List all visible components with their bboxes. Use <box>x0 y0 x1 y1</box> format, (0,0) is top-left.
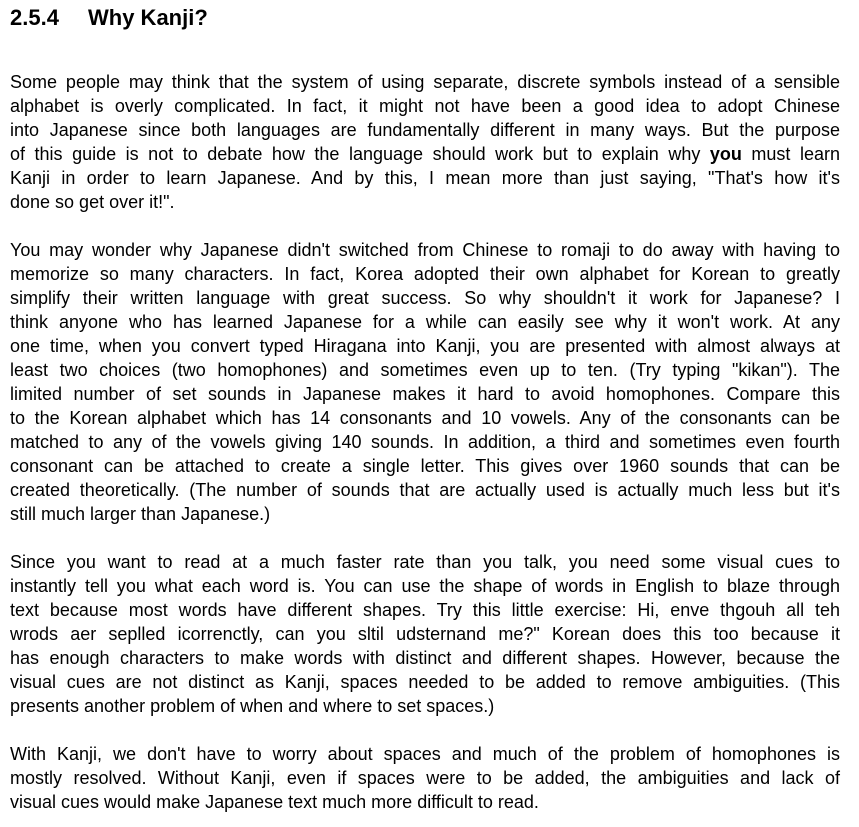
text-line <box>10 382 840 406</box>
text-line-content: created theoretically. (The number of sounds that are actually used is actually much less but it's <box>10 480 840 500</box>
text-line <box>10 670 840 694</box>
text-line-content: to the Korean alphabet which has 14 consonants and 10 vowels. Any of the consonants can be <box>10 408 840 428</box>
section-heading <box>10 4 208 32</box>
text-line <box>10 190 840 214</box>
text-line <box>10 334 840 358</box>
text-line-content: text because most words have different shapes. Try this little exercise: Hi, enve thgouh all teh <box>10 600 840 620</box>
text-line <box>10 262 840 286</box>
paragraph <box>10 742 840 814</box>
text-line-content: consonant can be attached to create a single letter. This gives over 1960 sounds that can be <box>10 456 840 476</box>
text-line <box>10 118 840 142</box>
emphasis-text: you <box>709 144 742 164</box>
text-line <box>10 358 840 382</box>
text-line-content: done so get over it!". <box>10 192 175 212</box>
text-line <box>10 742 840 766</box>
text-line-content: You may wonder why Japanese didn't switched from Chinese to romaji to do away with having to <box>10 240 840 260</box>
section-title: Why Kanji? <box>88 5 208 30</box>
text-line-content: one time, when you convert typed Hiragana into Kanji, you are presented with almost always at <box>10 336 840 356</box>
text-line-content: into Japanese since both languages are fundamentally different in many ways. But the purpose <box>10 120 840 140</box>
text-line-content: think anyone who has learned Japanese for a while can easily see why it won't work. At any <box>10 312 840 332</box>
text-line-content <box>10 142 840 166</box>
text-line <box>10 766 840 790</box>
text-line <box>10 430 840 454</box>
text-line-content: still much larger than Japanese.) <box>10 504 271 524</box>
text-line-content: least two choices (two homophones) and sometimes even up to ten. (Try typing "kikan"). The <box>10 360 840 380</box>
text-line <box>10 790 840 814</box>
paragraph <box>10 550 840 718</box>
text-line <box>10 622 840 646</box>
text-line <box>10 574 840 598</box>
text-line <box>10 646 840 670</box>
section-number: 2.5.4 <box>10 5 59 30</box>
text-line-content: simplify their written language with great success. So why shouldn't it work for Japanese? I <box>10 288 840 308</box>
text-line <box>10 286 840 310</box>
text-line <box>10 94 840 118</box>
text-line <box>10 502 840 526</box>
text-run: must learn <box>741 144 840 164</box>
text-line <box>10 454 840 478</box>
text-line <box>10 238 840 262</box>
text-line <box>10 70 840 94</box>
text-line-content: matched to any of the vowels giving 140 sounds. In addition, a third and sometimes even fourth <box>10 432 840 452</box>
text-line-content: visual cues are not distinct as Kanji, spaces needed to be added to remove ambiguities. (This <box>10 672 840 692</box>
text-line <box>10 694 840 718</box>
text-line-content: has enough characters to make words with distinct and different shapes. However, because the <box>10 648 840 668</box>
text-line <box>10 478 840 502</box>
text-line-content: Since you want to read at a much faster rate than you talk, you need some visual cues to <box>10 552 840 572</box>
text-line-content: presents another problem of when and where to set spaces.) <box>10 696 495 716</box>
text-line-content: wrods aer seplled icorrenctly, can you sltil udsternand me?" Korean does this too because it <box>10 624 840 644</box>
text-line-content: alphabet is overly complicated. In fact, it might not have been a good idea to adopt Chinese <box>10 96 840 116</box>
text-line-content: Some people may think that the system of using separate, discrete symbols instead of a sensible <box>10 72 840 92</box>
paragraph <box>10 70 840 214</box>
text-line <box>10 166 840 190</box>
text-line-content: limited number of set sounds in Japanese makes it hard to avoid homophones. Compare this <box>10 384 840 404</box>
text-line-content: With Kanji, we don't have to worry about spaces and much of the problem of homophones is <box>10 744 840 764</box>
text-line-content: instantly tell you what each word is. You can use the shape of words in English to blaze through <box>10 576 840 596</box>
paragraph <box>10 238 840 526</box>
text-line-content: memorize so many characters. In fact, Korea adopted their own alphabet for Korean to greatly <box>10 264 840 284</box>
text-line <box>10 142 840 166</box>
text-line <box>10 598 840 622</box>
text-line <box>10 550 840 574</box>
text-line-content: mostly resolved. Without Kanji, even if spaces were to be added, the ambiguities and lack of <box>10 768 840 788</box>
text-line-content: visual cues would make Japanese text much more difficult to read. <box>10 792 539 812</box>
text-line <box>10 406 840 430</box>
text-run: of this guide is not to debate how the language should work but to explain why <box>10 144 710 164</box>
text-line <box>10 310 840 334</box>
text-line-content: Kanji in order to learn Japanese. And by this, I mean more than just saying, "That's how it's <box>10 168 840 188</box>
